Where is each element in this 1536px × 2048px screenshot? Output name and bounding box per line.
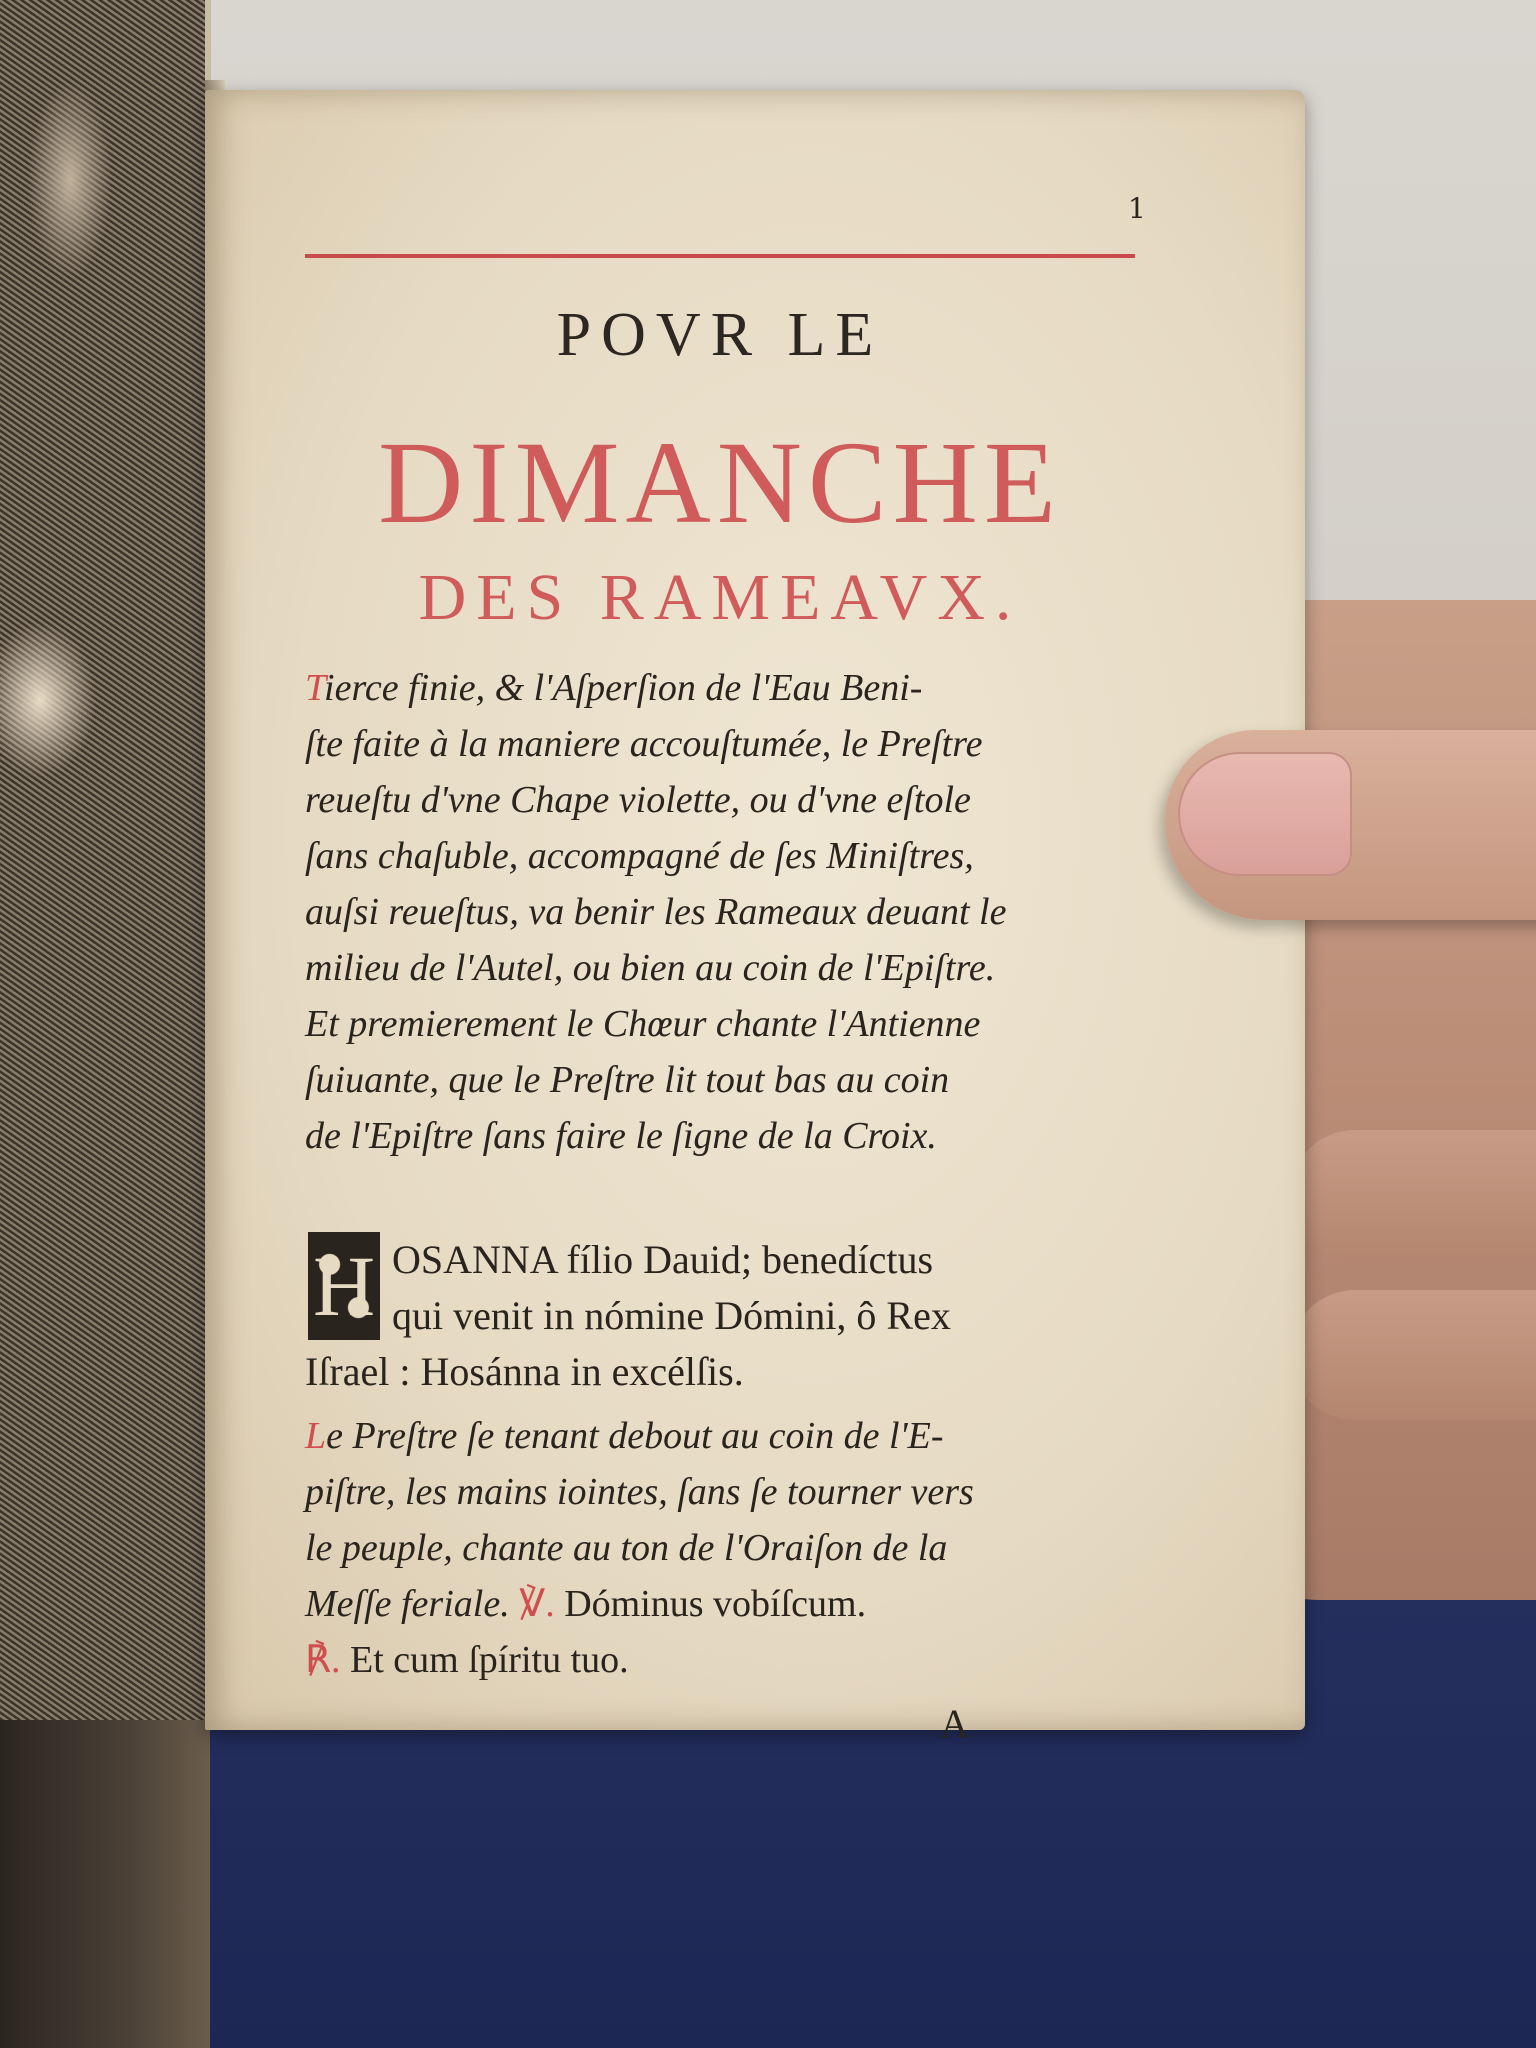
rubric-line: reueſtu d'vne Chape violette, ou d'vne eſtole — [305, 779, 971, 821]
rubric-line: le peuple, chante au ton de l'Oraiſon de la — [305, 1527, 948, 1569]
rubric-line: de l'Epiſtre ſans faire le ſigne de la Croix. — [305, 1115, 937, 1157]
title-line-3: DES RAMEAVX. — [418, 561, 1022, 634]
rubric-line: ſte faite à la maniere accouſtumée, le Preſtre — [305, 723, 983, 765]
rubric-line: ſans chaſuble, accompagné de ſes Miniſtres, — [305, 835, 974, 877]
page-number: 1 — [1128, 192, 1146, 225]
antiphon-text-continued — [305, 1344, 1135, 1400]
title-line-1: POVR LE — [556, 301, 884, 369]
rubric-line: Tierce finie, & l'Aſperſion de l'Eau Beni- — [305, 667, 923, 709]
rubric-line: auſsi reueſtus, va benir les Rameaux deuant le — [305, 891, 1007, 933]
rubric-paragraph-1 — [305, 660, 1135, 1164]
signature-mark: A — [940, 1701, 969, 1746]
rubric-line: Et premierement le Chœur chante l'Antienne — [305, 1003, 981, 1045]
rubric-paragraph-2 — [305, 1408, 1135, 1688]
rubric-line: milieu de l'Autel, ou bien au coin de l'Epiſtre. — [305, 947, 996, 989]
antiphon-text — [392, 1232, 1132, 1344]
engraving-plate — [0, 0, 211, 1720]
response-mark: ℟. — [305, 1639, 341, 1681]
decorated-initial: H — [308, 1232, 380, 1340]
versicle-text: Dóminus vobíſcum. — [564, 1583, 867, 1625]
versicle-mark: ℣. — [519, 1583, 555, 1625]
response-text: Et cum ſpíritu tuo. — [350, 1639, 629, 1681]
rubric-line: Meſſe feriale. ℣. Dóminus vobíſcum. — [305, 1583, 867, 1625]
red-rule — [305, 254, 1135, 258]
rubric-line: piſtre, les mains iointes, ſans ſe tourner vers — [305, 1471, 974, 1513]
rubric-initial: L — [305, 1415, 327, 1457]
finger — [1290, 1130, 1536, 1260]
thumbnail — [1178, 752, 1352, 876]
title-line-2: DIMANCHE — [378, 417, 1062, 548]
finger — [1290, 1290, 1536, 1420]
antiphon-line: OSANNA fílio Dauid; benedíctus — [392, 1237, 934, 1282]
antiphon-line: Iſrael : Hosánna in excélſis. — [305, 1349, 744, 1394]
rubric-line: ſuiuante, que le Preſtre lit tout bas au coin — [305, 1059, 950, 1101]
antiphon-line: qui venit in nómine Dómini, ô Rex — [392, 1293, 951, 1338]
rubric-line: Le Preſtre ſe tenant debout au coin de l'E- — [305, 1415, 944, 1457]
response-line — [305, 1632, 1135, 1688]
rubric-initial: T — [305, 667, 325, 709]
